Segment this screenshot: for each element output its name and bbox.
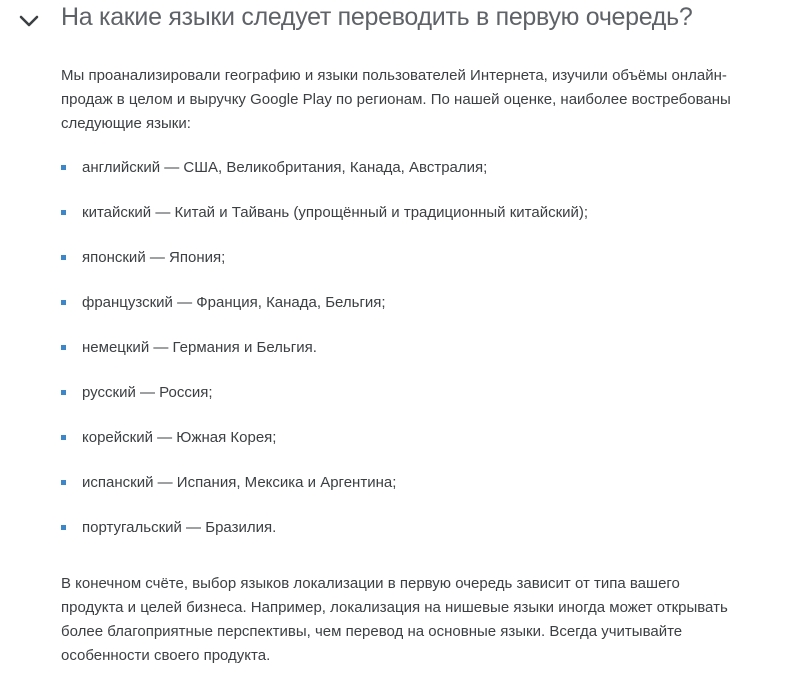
bullet-icon — [61, 390, 66, 395]
bullet-icon — [61, 525, 66, 530]
faq-question-title: На какие языки следует переводить в первую очередь? — [61, 3, 693, 31]
list-item — [61, 201, 741, 246]
list-item-text: японский — Япония; — [82, 249, 226, 266]
list-item-text: испанский — Испания, Мексика и Аргентина; — [82, 474, 397, 491]
list-item-text: английский — США, Великобритания, Канада, Австралия; — [82, 159, 488, 176]
list-item — [61, 381, 741, 426]
list-item — [61, 426, 741, 471]
bullet-icon — [61, 480, 66, 485]
chevron-down-icon[interactable] — [18, 14, 40, 28]
list-item-text: португальский — Бразилия. — [82, 519, 277, 536]
conclusion-paragraph: В конечном счёте, выбор языков локализации в первую очередь зависит от типа вашего продукта и целей бизнеса. Например, локализация на нишевые языки иногда может открывать более благоприятные перспективы, чем перевод на основные языки. Всегда учитывайте особенности своего продукта. — [61, 575, 728, 664]
list-item — [61, 516, 741, 561]
bullet-icon — [61, 255, 66, 260]
list-item-text: французский — Франция, Канада, Бельгия; — [82, 294, 386, 311]
list-item — [61, 336, 741, 381]
list-item — [61, 156, 741, 201]
list-item-text: корейский — Южная Корея; — [82, 429, 277, 446]
bullet-icon — [61, 210, 66, 215]
list-item-text: немецкий — Германия и Бельгия. — [82, 339, 317, 356]
intro-paragraph: Мы проанализировали географию и языки пользователей Интернета, изучили объёмы онлайн-продаж в целом и выручку Google Play по регионам. По нашей оценке, наиболее востребованы следующие языки: — [61, 67, 731, 132]
bullet-icon — [61, 165, 66, 170]
list-item — [61, 246, 741, 291]
list-item-text: русский — Россия; — [82, 384, 213, 401]
faq-answer — [61, 64, 741, 664]
bullet-icon — [61, 345, 66, 350]
list-item — [61, 291, 741, 336]
list-item-text: китайский — Китай и Тайвань (упрощённый и традиционный китайский); — [82, 204, 589, 221]
bullet-icon — [61, 435, 66, 440]
bullet-icon — [61, 300, 66, 305]
language-list — [61, 156, 741, 561]
faq-question-header[interactable] — [0, 0, 802, 44]
list-item — [61, 471, 741, 516]
